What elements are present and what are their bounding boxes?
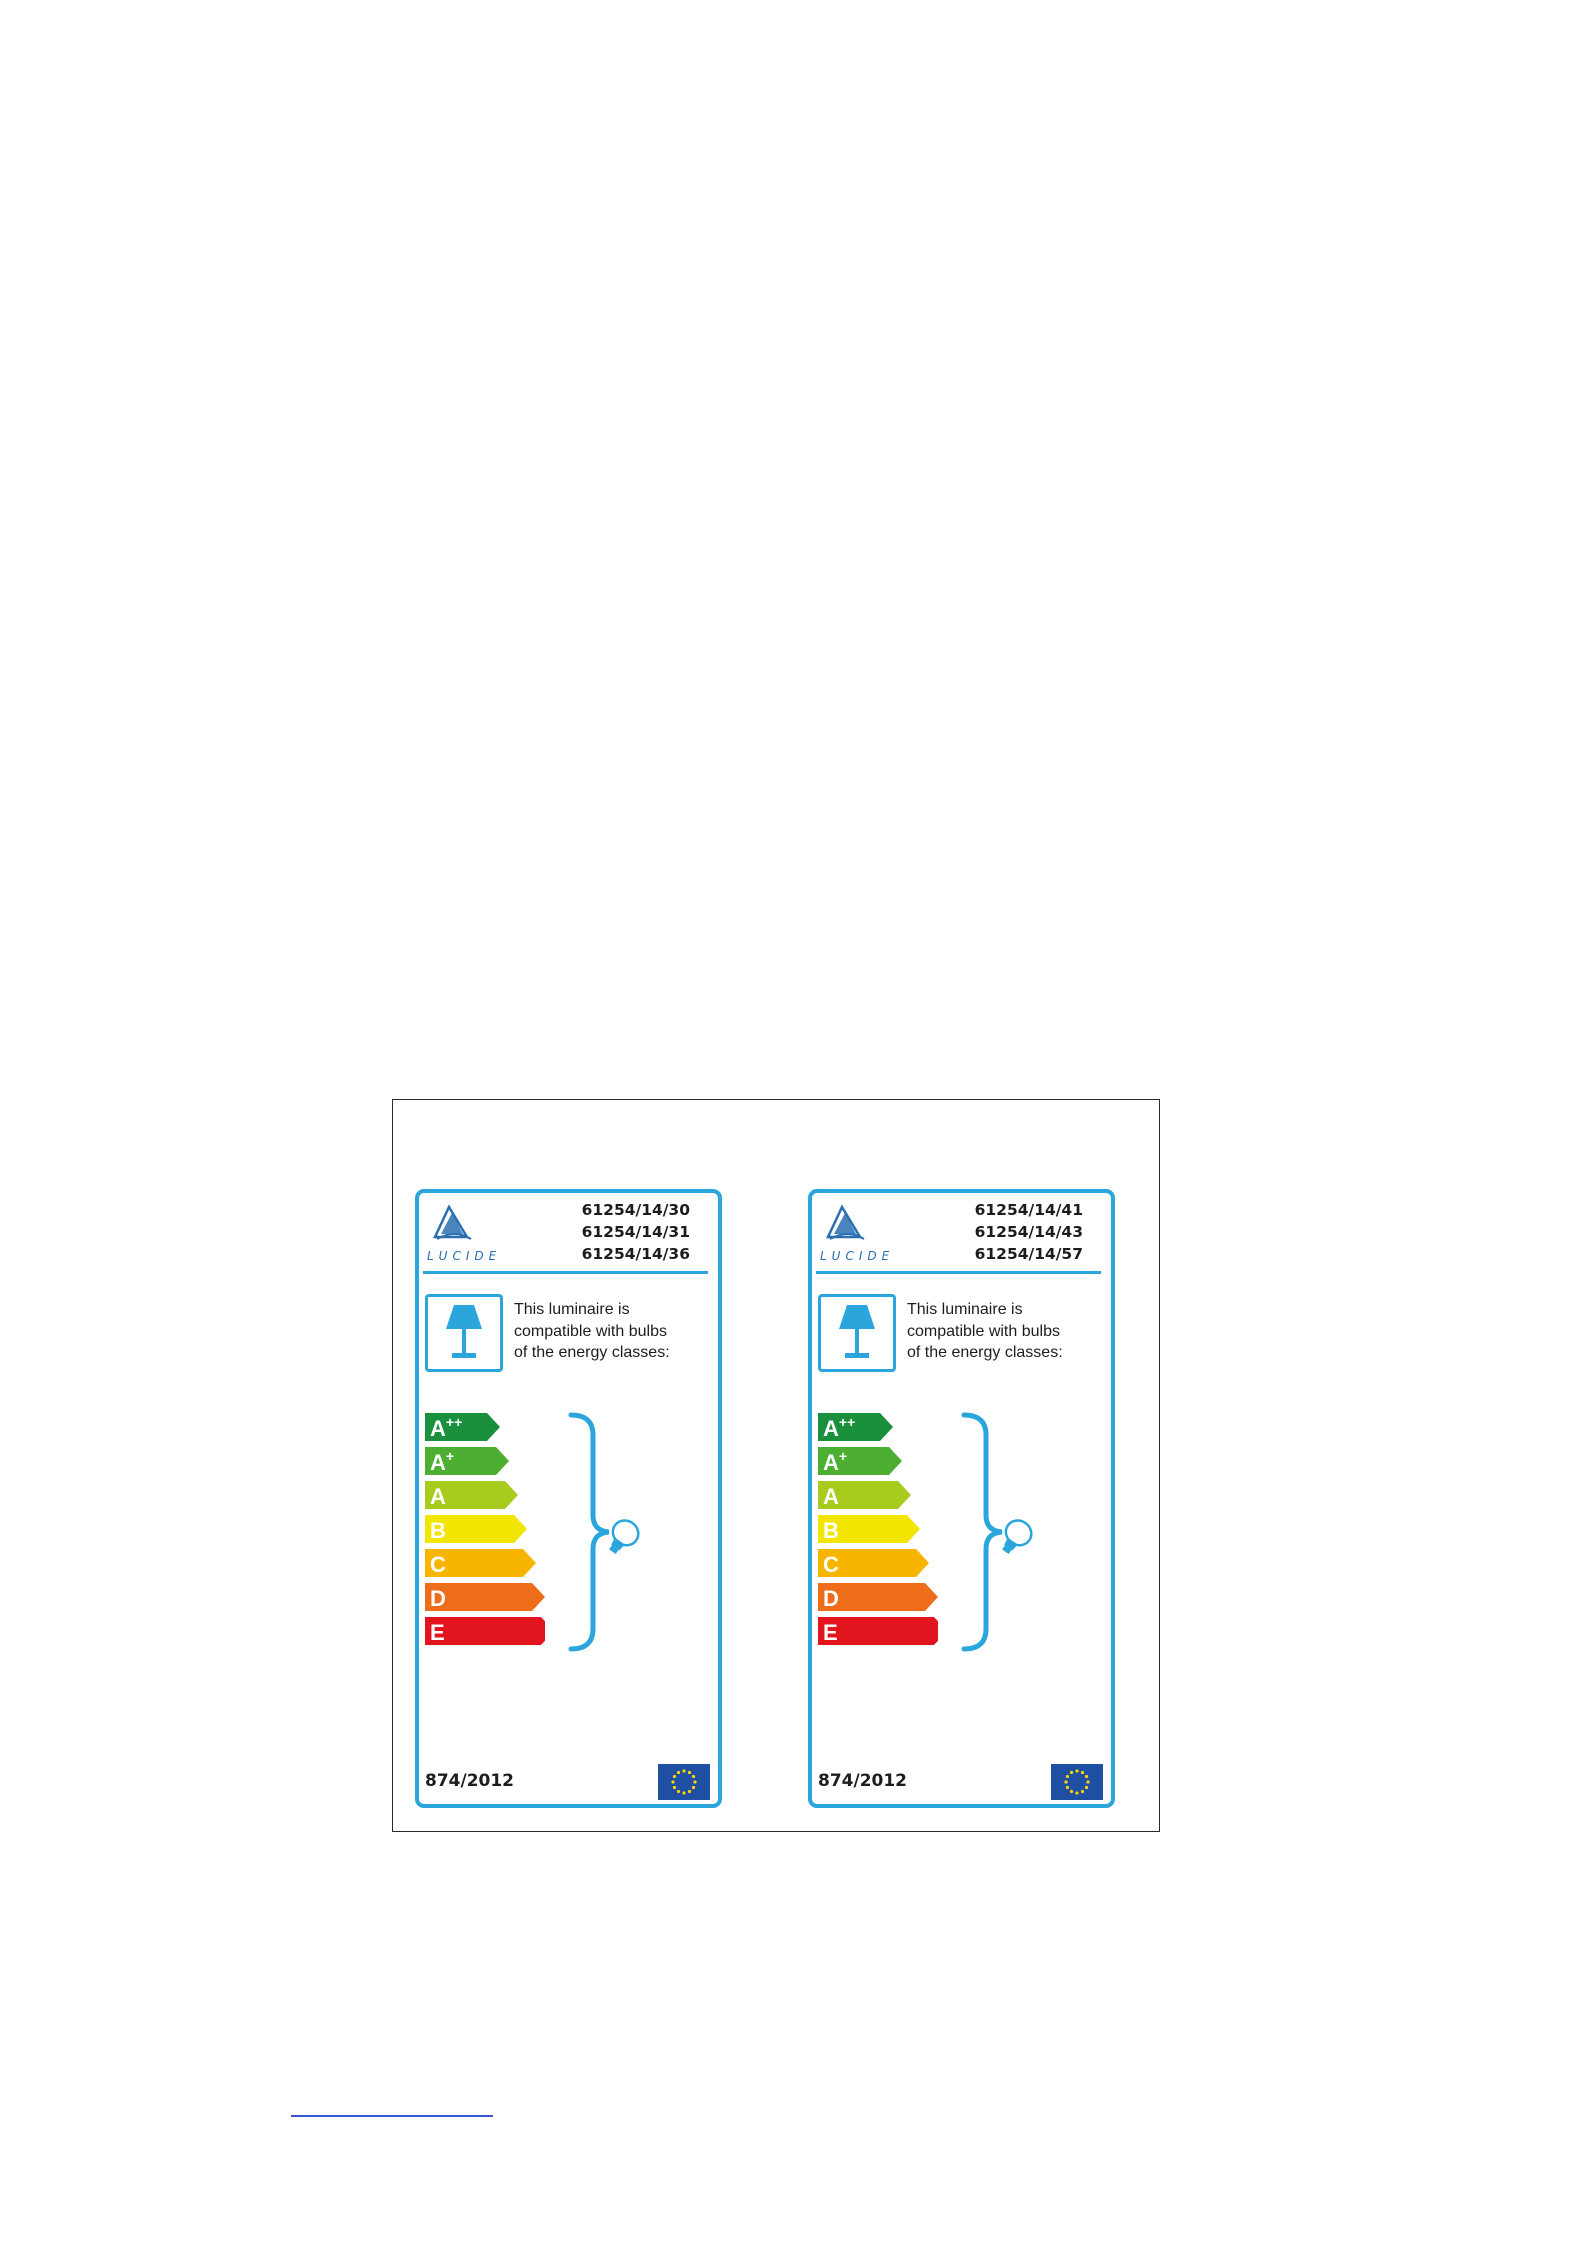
energy-class-scale: [425, 1413, 545, 1653]
energy-class-bar: [818, 1481, 911, 1509]
energy-class-bar: [425, 1549, 536, 1577]
energy-class-bar: [818, 1549, 929, 1577]
model-number-list: [975, 1199, 1083, 1265]
energy-class-letter: A+: [823, 1448, 848, 1475]
energy-class-letter: D: [823, 1586, 839, 1611]
energy-class-bar: [425, 1515, 527, 1543]
model-number: 61254/14/43: [974, 1223, 1083, 1241]
energy-label-left: [415, 1189, 722, 1808]
lamp-icon: [425, 1294, 503, 1372]
energy-class-letter: B: [823, 1518, 839, 1543]
energy-class-letter: E: [430, 1620, 445, 1645]
energy-class-letter: A+: [430, 1448, 455, 1475]
energy-class-letter: A++: [430, 1414, 463, 1441]
energy-class-scale: [818, 1413, 938, 1653]
energy-class-letter: A: [430, 1484, 446, 1509]
energy-class-bar: [818, 1413, 893, 1441]
bulb-bracket-icon: [563, 1411, 678, 1653]
energy-class-bar: [818, 1617, 938, 1645]
model-number: 61254/14/36: [581, 1245, 690, 1263]
model-number: 61254/14/31: [581, 1223, 690, 1241]
energy-class-bar: [425, 1413, 500, 1441]
regulation-number: 874/2012: [425, 1771, 515, 1791]
energy-class-letter: C: [430, 1552, 446, 1577]
lucide-logo: [427, 1203, 507, 1263]
model-number-list: [582, 1199, 690, 1265]
energy-class-bar: [425, 1447, 509, 1475]
energy-class-letter: B: [430, 1518, 446, 1543]
model-number: 61254/14/57: [974, 1245, 1083, 1263]
lamp-icon: [818, 1294, 896, 1372]
energy-class-bar: [818, 1583, 938, 1611]
brand-name: LUCIDE: [820, 1249, 895, 1263]
energy-label-right: [808, 1189, 1115, 1808]
eu-flag-icon: [1051, 1764, 1103, 1800]
energy-class-letter: A: [823, 1484, 839, 1509]
energy-class-letter: E: [823, 1620, 838, 1645]
bulb-bracket-icon: [956, 1411, 1071, 1653]
model-number: 61254/14/41: [974, 1201, 1083, 1219]
compatibility-text: This luminaire is compatible with bulbs of the energy classes:: [907, 1301, 1063, 1361]
eu-flag-icon: [658, 1764, 710, 1800]
footer-link-underline[interactable]: [291, 2115, 493, 2117]
energy-class-bar: [425, 1617, 545, 1645]
compatibility-text: This luminaire is compatible with bulbs of the energy classes:: [514, 1301, 670, 1361]
energy-class-letter: A++: [823, 1414, 856, 1441]
lucide-logo: [820, 1203, 900, 1263]
energy-class-letter: C: [823, 1552, 839, 1577]
energy-class-bar: [818, 1447, 902, 1475]
energy-label-figure: [392, 1099, 1160, 1832]
energy-class-bar: [425, 1481, 518, 1509]
brand-name: LUCIDE: [427, 1249, 502, 1263]
regulation-number: 874/2012: [818, 1771, 908, 1791]
divider: [423, 1271, 708, 1274]
energy-class-bar: [425, 1583, 545, 1611]
model-number: 61254/14/30: [581, 1201, 690, 1219]
energy-class-bar: [818, 1515, 920, 1543]
divider: [816, 1271, 1101, 1274]
energy-class-letter: D: [430, 1586, 446, 1611]
